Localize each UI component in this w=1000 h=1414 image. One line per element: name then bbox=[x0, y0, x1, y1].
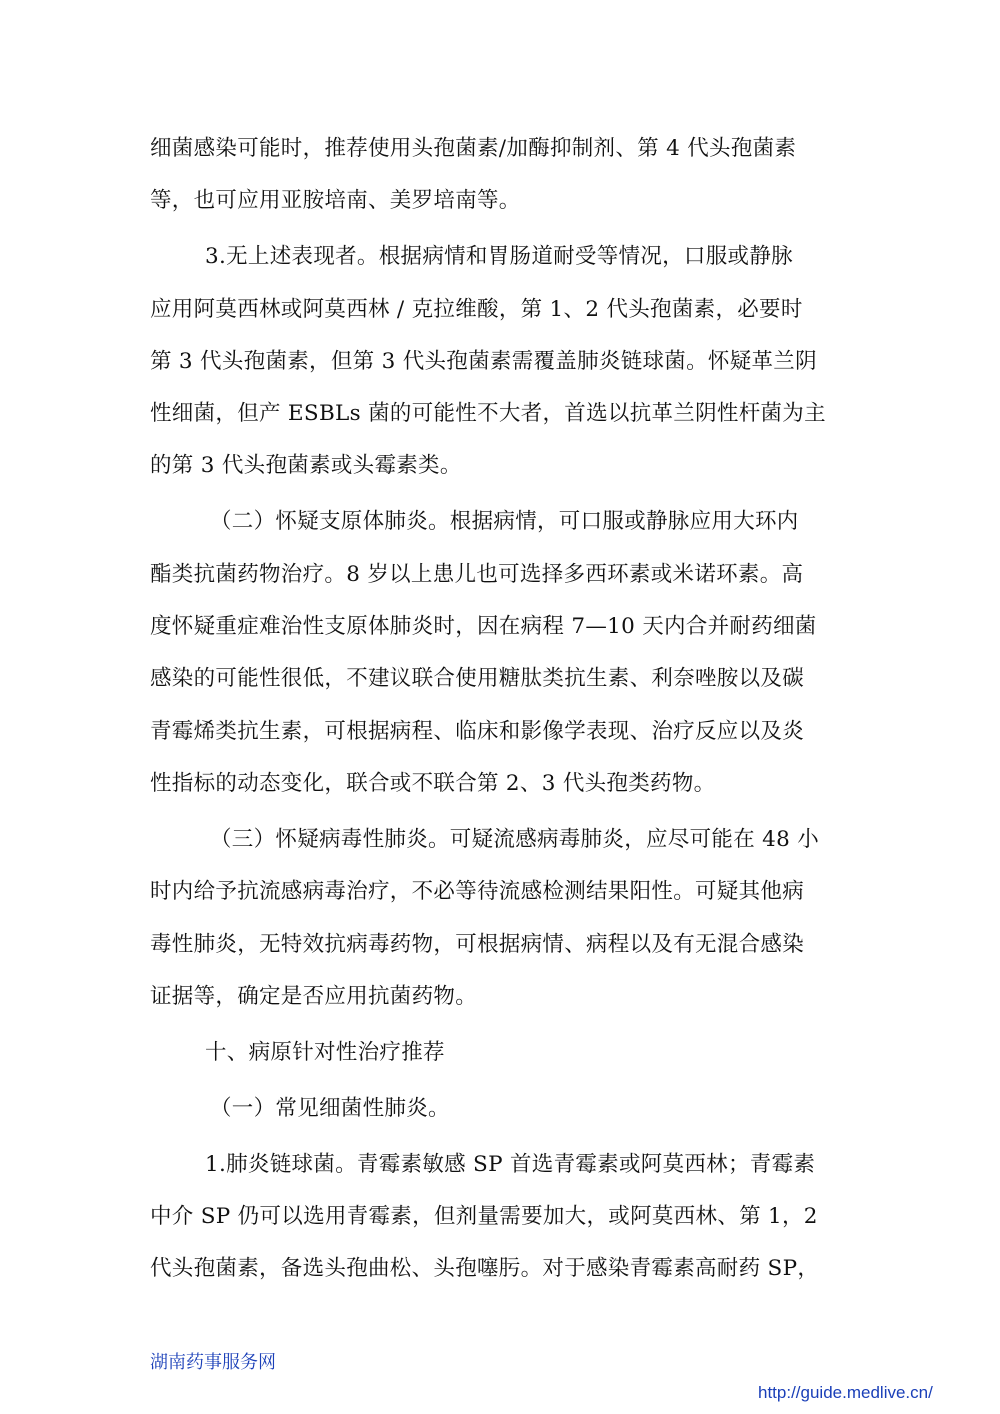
text-line: 度怀疑重症难治性支原体肺炎时，因在病程 7—10 天内合并耐药细菌 bbox=[150, 614, 817, 640]
text-line: 毒性肺炎，无特效抗病毒药物，可根据病情、病程以及有无混合感染 bbox=[150, 931, 805, 957]
footer-site-name: 湖南药事服务网 bbox=[150, 1352, 276, 1373]
text-line: 性细菌，但产 ESBLs 菌的可能性不大者，首选以抗革兰阴性杆菌为主 bbox=[150, 401, 826, 427]
section-heading: 十、病原针对性治疗推荐 bbox=[205, 1039, 445, 1065]
text-line: 感染的可能性很低，不建议联合使用糖肽类抗生素、利奈唑胺以及碳 bbox=[150, 666, 805, 692]
text-line: 性指标的动态变化，联合或不联合第 2、3 代头孢类药物。 bbox=[150, 770, 716, 796]
text-line: 的第 3 代头孢菌素或头霉素类。 bbox=[150, 453, 462, 479]
paragraph-start-line: 1.肺炎链球菌。青霉素敏感 SP 首选青霉素或阿莫西林；青霉素 bbox=[205, 1151, 816, 1177]
subsection-heading: （一）常见细菌性肺炎。 bbox=[210, 1095, 450, 1121]
text-line: 等，也可应用亚胺培南、美罗培南等。 bbox=[150, 188, 521, 214]
text-line: 时内给予抗流感病毒治疗，不必等待流感检测结果阳性。可疑其他病 bbox=[150, 879, 805, 905]
paragraph-start-line: 3.无上述表现者。根据病情和胃肠道耐受等情况，口服或静脉 bbox=[205, 244, 793, 270]
text-line: 代头孢菌素，备选头孢曲松、头孢噻肟。对于感染青霉素高耐药 SP， bbox=[150, 1256, 820, 1282]
footer-url-link[interactable]: http://guide.medlive.cn/ bbox=[758, 1383, 933, 1402]
text-line: 中介 SP 仍可以选用青霉素，但剂量需要加大，或阿莫西林、第 1，2 bbox=[150, 1204, 818, 1230]
text-line: 青霉烯类抗生素，可根据病程、临床和影像学表现、治疗反应以及炎 bbox=[150, 718, 805, 744]
paragraph-start-line: （二）怀疑支原体肺炎。根据病情，可口服或静脉应用大环内 bbox=[210, 509, 799, 535]
text-line: 第 3 代头孢菌素，但第 3 代头孢菌素需覆盖肺炎链球菌。怀疑革兰阴 bbox=[150, 348, 817, 374]
document-body bbox=[150, 126, 850, 1299]
paragraph-start-line: （三）怀疑病毒性肺炎。可疑流感病毒肺炎，应尽可能在 48 小 bbox=[210, 826, 820, 852]
text-line: 证据等，确定是否应用抗菌药物。 bbox=[150, 983, 478, 1009]
text-line: 细菌感染可能时，推荐使用头孢菌素/加酶抑制剂、第 4 代头孢菌素 bbox=[150, 136, 797, 161]
text-line: 应用阿莫西林或阿莫西林 / 克拉维酸，第 1、2 代头孢菌素，必要时 bbox=[150, 296, 803, 322]
text-line: 酯类抗菌药物治疗。8 岁以上患儿也可选择多西环素或米诺环素。高 bbox=[150, 561, 804, 587]
